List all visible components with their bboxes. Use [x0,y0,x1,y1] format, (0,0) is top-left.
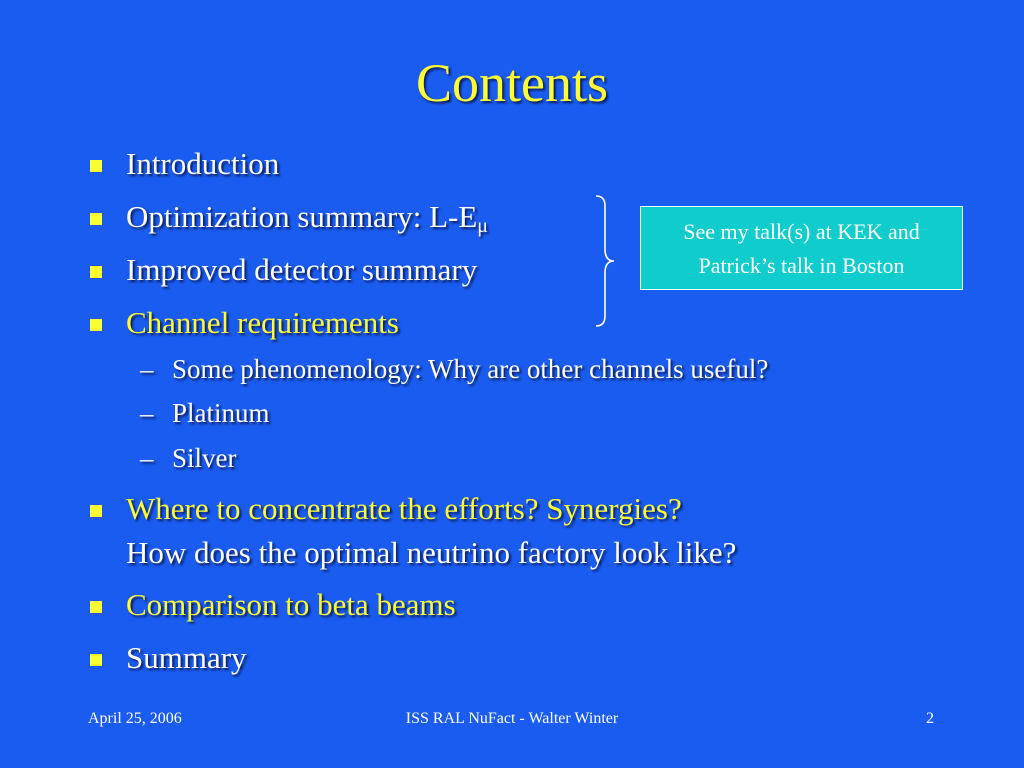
bullet-text: Improved detector summary [126,252,478,287]
footer-date: April 25, 2006 [88,710,182,727]
bullet-text: Introduction [126,146,280,181]
footer-page-number: 2 [926,710,934,727]
mu-subscript: μ [477,215,488,237]
square-bullet-icon [90,160,102,172]
sub-bullet-text: Silver [172,443,237,473]
footer-center: ISS RAL NuFact - Walter Winter [405,710,619,727]
bullet-text: Channel requirements [126,305,399,340]
curly-brace-icon [592,194,618,328]
square-bullet-icon [90,505,102,517]
bullet-text-line2: How does the optimal neutrino factory look like? [126,535,737,570]
note-line-2: Patrick’s talk in Boston [698,253,905,278]
bullet-text: Where to concentrate the efforts? Synergies? [126,491,682,526]
note-box [640,206,963,290]
square-bullet-icon [90,601,102,613]
square-bullet-icon [90,266,102,278]
dash-bullet-icon: – [140,354,154,384]
bullet-text: Comparison to beta beams [126,587,456,622]
slide-title: Contents [415,53,608,113]
square-bullet-icon [90,213,102,225]
bullet-text: Summary [126,640,247,675]
dash-bullet-icon: – [140,398,154,428]
sub-bullet-text: Some phenomenology: Why are other channels useful? [172,354,769,384]
bullet-text: Optimization summary: L-Eμ [126,199,488,237]
sub-bullet-text: Platinum [172,398,270,428]
dash-bullet-icon: – [140,443,154,473]
square-bullet-icon [90,319,102,331]
note-line-1: See my talk(s) at KEK and [683,219,920,244]
square-bullet-icon [90,654,102,666]
